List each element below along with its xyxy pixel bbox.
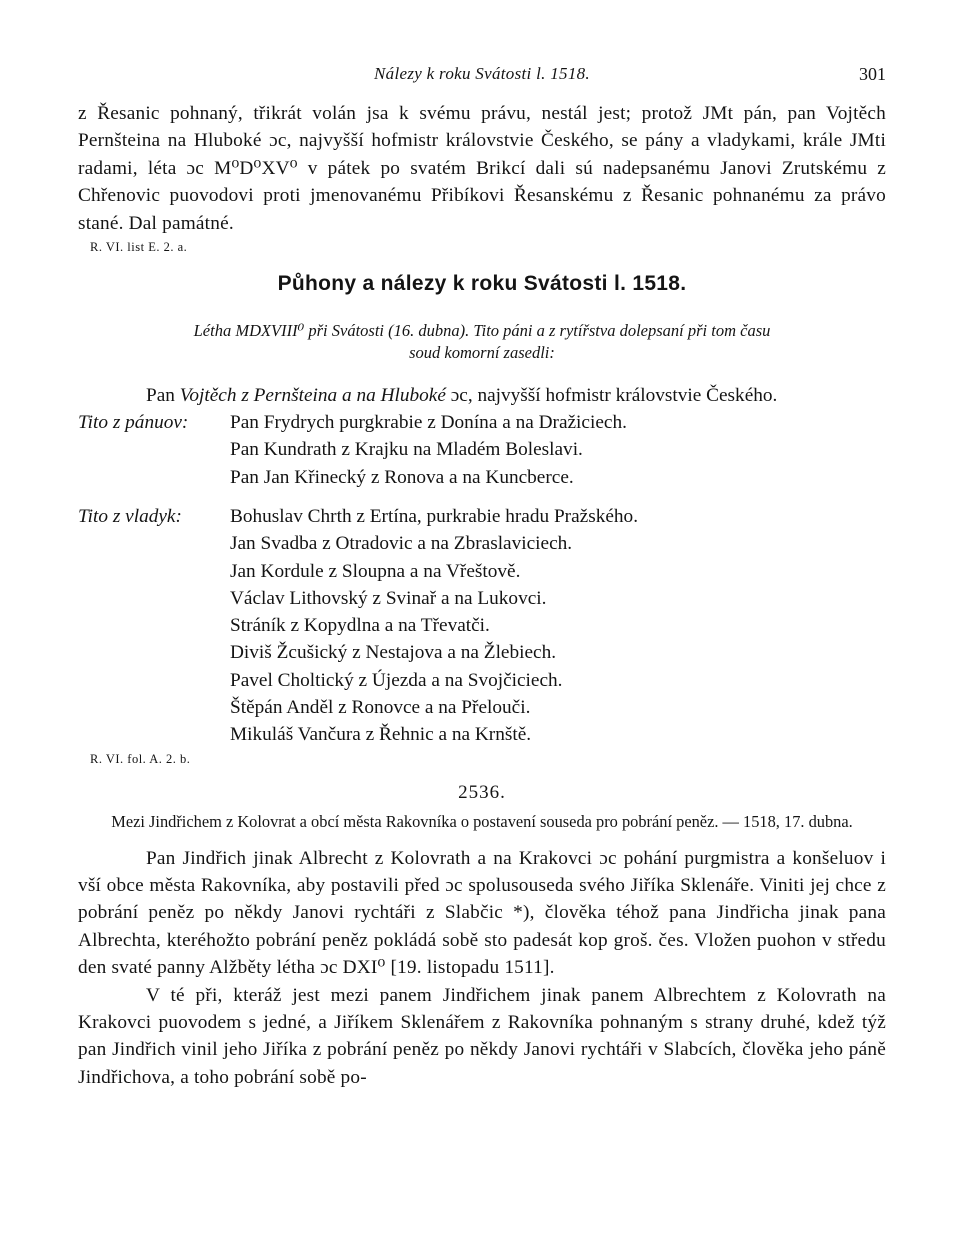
- lords-group: [78, 409, 886, 491]
- list-item: Jan Kordule z Sloupna a na Vřeštově.: [230, 560, 521, 582]
- document-number: 2536.: [458, 781, 506, 803]
- running-title: Nálezy k roku Svátosti l. 1518.: [374, 64, 590, 83]
- list-item: Pavel Choltický z Újezda a na Svojčiciech.: [230, 669, 563, 691]
- running-header: [78, 64, 886, 100]
- intro-paragraph: z Řesanic pohnaný, třikrát volán jsa k svému právu, nestál jest; protož JMt pán, pan Vojtěch Pernšteina na Hluboké ɔc, najvyšší hofmistr královstvie Českého, se pány a vladykami, krále JMti radami, léta ɔc M⁰D⁰XV⁰ v pátek po svatém Brikcí dali sú nadepsanému Janovi Zrutskému z Chřenovic puovodovi proti jmenovanému Přibíkovi Řesanskému z Řesanic pohnanému za právo stané. Dal památné.: [78, 103, 886, 234]
- section-heading: Půhony a nálezy k roku Svátosti l. 1518.: [277, 272, 687, 296]
- president-suffix: ɔc, najvyšší hofmistr královstvie Českého.: [445, 385, 778, 407]
- knights-list: [230, 503, 886, 749]
- lords-list: [230, 409, 886, 491]
- list-item: Jan Svadba z Otradovic a na Zbraslaviciech.: [230, 533, 573, 555]
- president-name: Vojtěch z Pernšteina a na Hluboké: [179, 385, 446, 407]
- knights-group: [78, 503, 886, 749]
- session-intro-line: soud komorní zasedli:: [409, 343, 555, 363]
- session-intro: [78, 320, 886, 364]
- court-president: [78, 382, 886, 409]
- lords-label: Tito z pánuov:: [78, 412, 189, 434]
- document-summary: Mezi Jindřichem z Kolovrat a obcí města Rakovníka o postavení souseda pro pobrání peněz. — 1518, 17. dubna.: [111, 811, 853, 831]
- session-intro-line: Létha MDXVIII⁰ při Svátosti (16. dubna). Tito páni a z rytířstva dolepsaní při tom času: [193, 321, 771, 341]
- list-item: Pan Kundrath z Krajku na Mladém Boleslavi.: [230, 439, 583, 461]
- document-paragraph: V té při, kteráž jest mezi panem Jindřichem jinak panem Albrechtem z Kolovrath na Krakovci puovodem s jedné, a Jiříkem Sklenářem z Rakovníka pohnaným s strany druhé, kdež týž pan Jindřich vinil jeho Jiříka z pobrání peněz po někdy Janovi rychtáři v Slabcích, člověka jeho páně Jindřichova, a toho pobrání sobě po-: [78, 984, 886, 1088]
- list-item: Mikuláš Vančura z Řehnic a na Krnště.: [230, 724, 532, 746]
- list-item: Václav Lithovský z Svinař a na Lukovci.: [230, 587, 547, 609]
- president-prefix: Pan: [146, 385, 180, 407]
- list-item: Pan Frydrych purgkrabie z Donína a na Dražiciech.: [230, 412, 627, 434]
- list-item: Štěpán Anděl z Ronovce a na Přelouči.: [230, 697, 531, 718]
- knights-label: Tito z vladyk:: [78, 505, 182, 527]
- list-item: Diviš Žcušický z Nestajova a na Žlebiech.: [230, 642, 557, 664]
- list-item: Stráník z Kopydlna a na Třevatči.: [230, 615, 490, 637]
- book-page: [78, 64, 886, 1091]
- page-number: 301: [859, 64, 886, 84]
- list-item: Pan Jan Křinecký z Ronova a na Kuncberce.: [230, 466, 574, 488]
- spacer: [78, 491, 886, 503]
- source-reference: R. VI. fol. A. 2. b.: [90, 751, 191, 766]
- list-item: Bohuslav Chrth z Ertína, purkrabie hradu Pražského.: [230, 505, 639, 527]
- document-paragraph: Pan Jindřich jinak Albrecht z Kolovrath a na Krakovci ɔc pohání purgmistra a konšeluov i vší obce města Rakovníka, aby postavili před ɔc spolusouseda svého Jiříka Sklenáře. Viniti jej chce z pobrání peněz po někdy Janovi rychtáři z Slabčic *), člověka téhož pana Jindřicha jinak pana Albrechta, kteréhožto pobrání peněz pokládá sobě sto padesát kop groš. čes. Vložen puohon v středu den svaté panny Alžběty létha ɔc DXI⁰ [19. listopadu 1511].: [78, 847, 886, 979]
- source-reference: R. VI. list E. 2. a.: [90, 240, 188, 255]
